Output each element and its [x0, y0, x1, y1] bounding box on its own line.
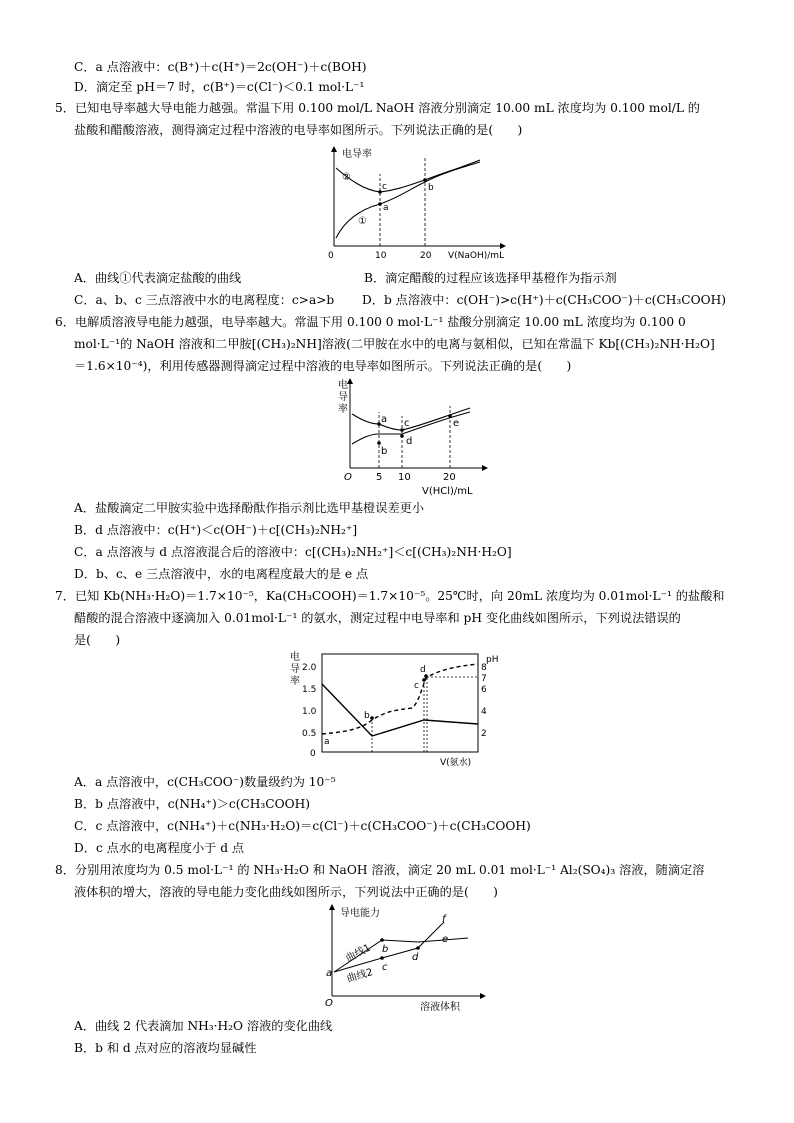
- q5-origin: 0: [328, 251, 334, 261]
- q8-point-a: a: [326, 968, 333, 979]
- q5-curve-label-2: ②: [342, 172, 351, 183]
- q6-xtick-5: 5: [376, 472, 383, 483]
- q5-curve-2: [336, 160, 480, 192]
- q6-point-b: b: [381, 446, 388, 457]
- q5-stem-line1: 5．已知电导率越大导电能力越强。常温下用 0.100 mol/L NaOH 溶液分别滴定 10.00 mL 浓度均为 0.100 mol/L 的: [55, 101, 700, 115]
- q8-conduction-figure: [318, 902, 490, 1014]
- q6-option-d: D．b、c、e 三点溶液中，水的电离程度最大的是 e 点: [74, 567, 369, 581]
- q7-ytick-0.5: 0.5: [302, 729, 317, 739]
- q8-origin: O: [325, 998, 333, 1009]
- q7-ytick-1.5: 1.5: [302, 685, 317, 695]
- q7-ph-2: 2: [481, 729, 487, 739]
- q5-option-b: B．滴定醋酸的过程应该选择甲基橙作为指示剂: [364, 271, 617, 285]
- q6-ylabel-1: 电: [338, 380, 348, 391]
- q6-point-a: a: [381, 414, 388, 425]
- q5-xtick-10: 10: [375, 251, 387, 261]
- q7-point-a: a: [324, 737, 330, 747]
- q7-ytick-1.0: 1.0: [302, 707, 317, 717]
- q7-point-c: c: [414, 681, 419, 691]
- q7-xlabel: V(氨水): [440, 758, 472, 768]
- q7-point-b: b: [364, 711, 370, 721]
- q8-option-a: A．曲线 2 代表滴加 NH₃·H₂O 溶液的变化曲线: [74, 1019, 333, 1033]
- q8-point-c: c: [382, 962, 388, 973]
- q7-conductivity-curve: [322, 684, 478, 736]
- q8-option-b: B．b 和 d 点对应的溶液均显碱性: [74, 1041, 257, 1055]
- q8-xlabel: 溶液体积: [420, 1002, 460, 1013]
- q6-option-c: C．a 点溶液与 d 点溶液混合后的溶液中：c[(CH₃)₂NH₂⁺]＜c[(CH₃)₂NH·H₂O]: [74, 545, 512, 559]
- q7-ylabel-1: 电: [290, 652, 300, 663]
- q7-ph-4: 4: [481, 707, 487, 717]
- q5-stem-line2: 盐酸和醋酸溶液，测得滴定过程中溶液的电导率如图所示。下列说法正确的是( ): [74, 123, 523, 137]
- q6-ylabel-3: 率: [338, 404, 348, 415]
- q6-option-b: B．d 点溶液中：c(H⁺)＜c(OH⁻)＋c[(CH₃)₂NH₂⁺]: [74, 523, 358, 537]
- q5-point-a: a: [383, 203, 389, 213]
- q7-ph-8: 8: [481, 663, 487, 673]
- q6-origin: O: [344, 472, 352, 483]
- q6-ylabel-2: 导: [338, 392, 348, 403]
- q6-stem-line1: 6．电解质溶液导电能力越强，电导率越大。常温下用 0.100 0 mol·L⁻¹ 盐酸分别滴定 10.00 mL 浓度均为 0.100 0: [55, 315, 686, 329]
- q6-point-c: c: [404, 418, 410, 429]
- q6-xlabel: V(HCl)/mL: [422, 486, 473, 497]
- q6-xtick-10: 10: [398, 472, 411, 483]
- q7-option-d: D．c 点水的电离程度小于 d 点: [74, 841, 245, 855]
- q7-ph-7: 7: [481, 674, 487, 684]
- q5-curve-label-1: ①: [358, 216, 367, 227]
- q5-xtick-20: 20: [420, 251, 432, 261]
- q7-ytick-2.0: 2.0: [302, 663, 317, 673]
- q7-option-a: A．a 点溶液中，c(CH₃COO⁻)数量级约为 10⁻⁵: [74, 775, 336, 789]
- q7-ytick-0: 0: [310, 749, 316, 759]
- q8-point-e: e: [442, 934, 449, 945]
- q5-option-d: D．b 点溶液中：c(OH⁻)>c(H⁺)＋c(CH₃COO⁻)＋c(CH₃COOH): [362, 293, 726, 307]
- q8-stem-line2: 液体积的增大，溶液的导电能力变化曲线如图所示，下列说法中正确的是( ): [74, 885, 498, 899]
- q7-option-c: C．c 点溶液中，c(NH₄⁺)＋c(NH₃·H₂O)＝c(Cl⁻)＋c(CH₃COO⁻)＋c(CH₃COOH): [74, 819, 531, 833]
- q5-xlabel: V(NaOH)/mL: [448, 251, 505, 261]
- q5-option-a: A．曲线①代表滴定盐酸的曲线: [74, 271, 242, 285]
- q7-point-d: d: [420, 665, 426, 675]
- q8-point-d: d: [412, 952, 419, 963]
- q7-stem-line1: 7．已知 Kb(NH₃·H₂O)＝1.7×10⁻⁵，Ka(CH₃COOH)＝1.7×10⁻⁵。25℃时，向 20mL 浓度均为 0.01mol·L⁻¹ 的盐酸和: [55, 589, 725, 603]
- q8-curve-2-label: 曲线2: [345, 967, 375, 985]
- q5-option-c: C．a、b、c 三点溶液中水的电离程度：c>a>b: [74, 293, 335, 307]
- q8-ylabel: 导电能力: [340, 908, 380, 919]
- q7-ph-curve: [322, 664, 478, 734]
- q7-ylabel-3: 率: [290, 676, 300, 687]
- q7-option-b: B．b 点溶液中，c(NH₄⁺)＞c(CH₃COOH): [74, 797, 311, 811]
- q5-point-b: b: [428, 183, 434, 193]
- q5-point-c: c: [382, 182, 387, 192]
- q7-ylabel-2: 导: [290, 664, 300, 675]
- q7-ph-label: pH: [486, 655, 499, 665]
- q7-ph-6: 6: [481, 685, 487, 695]
- q7-stem-line3: 是( ): [74, 633, 121, 647]
- q6-point-e: e: [453, 418, 460, 429]
- q8-curve-1-label: 曲线1: [344, 942, 373, 965]
- q5-ylabel: 电导率: [342, 149, 372, 160]
- q6-stem-line2: mol·L⁻¹的 NaOH 溶液和二甲胺[(CH₃)₂NH]溶液(二甲胺在水中的电离与氨相似，已知在常温下 Kb[(CH₃)₂NH·H₂O]: [74, 337, 715, 351]
- q6-conductivity-figure: [330, 376, 490, 498]
- q8-point-b: b: [382, 944, 389, 955]
- q6-point-d: d: [406, 436, 413, 447]
- q6-option-a: A．盐酸滴定二甲胺实验中选择酚酞作指示剂比选甲基橙误差更小: [74, 501, 425, 515]
- q4-option-c: C．a 点溶液中：c(B⁺)＋c(H⁺)＝2c(OH⁻)＋c(BOH): [74, 60, 367, 74]
- q6-xtick-20: 20: [443, 472, 456, 483]
- q7-stem-line2: 醋酸的混合溶液中逐滴加入 0.01mol·L⁻¹ 的氨水，测定过程中电导率和 pH 变化曲线如图所示，下列说法错误的: [74, 611, 681, 625]
- q8-stem-line1: 8．分别用浓度均为 0.5 mol·L⁻¹ 的 NH₃·H₂O 和 NaOH 溶液，滴定 20 mL 0.01 mol·L⁻¹ Al₂(SO₄)₃ 溶液，随滴定溶: [55, 863, 705, 877]
- q8-curve-2: [334, 922, 444, 972]
- q5-conductivity-figure: [320, 142, 510, 264]
- q8-point-f: f: [442, 914, 446, 925]
- q7-conductivity-ph-figure: [288, 648, 508, 768]
- q4-option-d: D．滴定至 pH＝7 时，c(B⁺)＝c(Cl⁻)＜0.1 mol·L⁻¹: [74, 80, 365, 94]
- q6-stem-line3: ＝1.6×10⁻⁴)，利用传感器测得滴定过程中溶液的电导率如图所示。下列说法正确的是( ): [74, 359, 572, 373]
